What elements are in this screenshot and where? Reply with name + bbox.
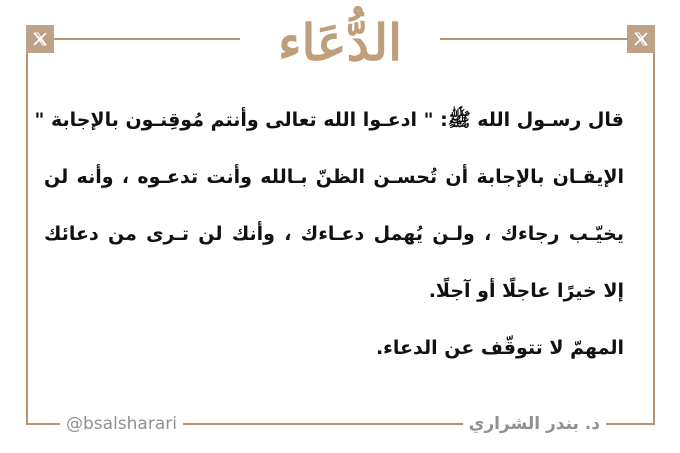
- corner-top-right: [627, 25, 655, 53]
- frame-top-right-line: [440, 38, 640, 40]
- frame-right-line: [653, 52, 655, 424]
- page-title: الدُّعَاء: [278, 13, 402, 72]
- frame-top-left-line: [40, 38, 240, 40]
- author-handle: @bsalsharari: [60, 410, 183, 438]
- text-line-1: قال رسـول الله ﷺ: " ادعـوا الله تعالى وأنتم مُوقِنـون بالإجابة ": [34, 109, 624, 131]
- text-line-4: إلا خيرًا عاجلًا أو آجلًا.: [428, 280, 624, 302]
- text-line-5: المهمّ لا تتوقّف عن الدعاء.: [375, 337, 624, 359]
- frame-left-line: [26, 52, 28, 424]
- x-logo-icon: [633, 31, 649, 47]
- x-logo-icon: [32, 31, 48, 47]
- corner-top-left: [26, 25, 54, 53]
- text-line-3: يخيّـب رجاءك ، ولـن يُهمل دعـاءك ، وأنك لن تـرى من دعائك: [44, 223, 624, 245]
- hadith-text: [34, 92, 624, 377]
- author-name: د. بندر الشراري: [463, 410, 606, 438]
- text-line-2: الإيقـان بالإجابة أن تُحسـن الظنّ بـالله وأنت تدعـوه ، وأنه لن: [44, 166, 624, 188]
